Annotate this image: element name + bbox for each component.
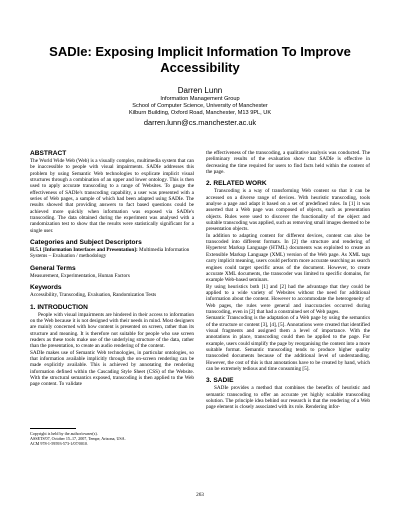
introduction-paragraph: People with visual impairments are hindered in their access to information on the Web because it is not designed with their needs in mind. Most designers are mainly concerned with how content is presented on screen, rather than its structure and meaning. It is therefore not suitable for people who use screen readers as these tools make use of the underlying structure of the data, rather than the presentation, to create an audio rendering of the content. [30, 311, 194, 350]
copyright-notice [30, 428, 194, 446]
copyright-line: ACM 978-1-59593-573-1/07/0010. [30, 441, 88, 446]
introduction-continuation: the effectiveness of the transcoding, a qualitative analysis was conducted. The preliminary results of the evaluation show that SADIe is effective in decreasing the time required for users to find facts held within the content of the page. [206, 150, 370, 176]
right-column [206, 150, 370, 411]
affiliation-line: Kilburn Building, Oxford Road, Manchester, M13 9PL, UK [128, 110, 272, 117]
sadie-paragraph: SADIe provides a method that combines the benefits of heuristic and semantic transcoding to offer an accurate yet highly scalable transcoding solution. The principle idea behind our research is that the rendering of a Web page element is closely associated with its role. Rendering infor- [206, 385, 370, 411]
categories-heading: Categories and Subject Descriptors [30, 239, 142, 247]
related-work-paragraph: Transcoding is a way of transforming Web content so that it can be accessed on a diverse range of devices. With heuristic transcoding, tools analyse a page and adapt it based on a set of predefined rules. In [1] it was asserted that a Web page was composed of objects, such as presentation objects. Rules were used to discover the functionality of the object and suitable transcoding was applied, such as removing small images deemed to be presentation objects. [206, 188, 370, 233]
affiliation-line: Information Management Group [160, 96, 240, 102]
author-block [50, 86, 350, 127]
related-work-heading: 2. RELATED WORK [206, 180, 267, 188]
categories-text [30, 247, 194, 260]
introduction-heading: 1. INTRODUCTION [30, 303, 88, 311]
related-work-paragraph: Semantic Transcoding is the adaptation of a Web page by using the semantics of the structure or content [3], [4], [5]. Annotations were created that identified visual fragments and assigned them a level of importance. With the annotations in place, transcoding could then be applied to the page. For example, users could simplify the page by reorganising the content into a more suitable format. Semantic transcoding tends to produce higher quality transcoded documents because of the additional level of understanding. However, the cost of this is that annotations have to be created by hand, which can be extremely tedious and time consuming [5]. [206, 315, 370, 372]
keywords-text: Accessibility, Transcoding, Evaluation, Randomization Tests [30, 292, 157, 299]
related-work-paragraph: In addition to adapting content for different devices, content can also be transcoded into different formats. In [2] the structure and rendering of Hypertext Markup Language (HTML) documents was exploited to create an Extensible Markup Language (XML) version of the Web page. As XML tags carry implicit meaning, users could perform more accurate searching as search engines could target specific areas of the document. However, to create accurate XML documents, the transcoder was limited to specific domains, for example Web-based seminars. [206, 232, 370, 284]
page-number: 263 [196, 492, 204, 498]
abstract-text: The World Wide Web (Web) is a visually complex, multimedia system that can be inaccessible to people with visual impairments. SADIe addresses this problem by using Semantic Web technologies to explicate implicit visual structures through a combination of an upper and lower ontology. This is then used to apply accurate transcoding to a range of Websites. To gauge the effectiveness of SADIe's transcoding capability, a user was presented with a series of Web pages, a sample of which had been adapted using SADIe. The results showed that providing answers to fact based questions could be achieved more quickly when information was exposed via SADIe's transcoding. The data obtained during the experiment was analysed with a randomization test to show that the results were statistically significant for a single user. [30, 158, 194, 234]
abstract-heading: ABSTRACT [30, 150, 67, 157]
author-email[interactable]: darren.lunn@cs.manchester.ac.uk [143, 117, 257, 127]
introduction-paragraph: SADIe makes use of Semantic Web technologies, in particular ontologies, so that information available implicitly through the on-screen rendering can be made explicitly available. This is achieved by annotating the rendering information defined within the Cascading Style Sheet (CSS) of the Website. With the structural semantics exposed, transcoding is then applied to the Web page content. To validate [30, 349, 194, 388]
keywords-heading: Keywords [30, 284, 62, 292]
copyright-line: ASSETS'07, October 15–17, 2007, Tempe, Arizona, USA. [30, 436, 126, 441]
copyright-line: Copyright is held by the author/owner(s). [30, 431, 98, 436]
sadie-heading: 3. SADIE [206, 377, 234, 385]
categories-code: H.5.1 [Information Interfaces and Presentation]: [30, 247, 138, 254]
footnote-rule [30, 428, 76, 429]
left-column [30, 150, 194, 388]
paper-title: SADIe: Exposing Implicit Information To Improve Accessibility [49, 44, 351, 75]
affiliation-line: School of Computer Science, University of Manchester [132, 103, 268, 110]
general-terms-text: Measurement, Experimentation, Human Factors [30, 272, 130, 279]
author-name: Darren Lunn [177, 86, 223, 95]
general-terms-heading: General Terms [30, 264, 76, 272]
categories-description: Multimedia Information Systems – Evaluation / methodology [30, 247, 190, 260]
related-work-paragraph: By using heuristics both [1] and [2] had the advantage that they could be applied to a wide variety of Websites without the need for additional information about the content. However to accommodate the heterogeneity of Web pages, the rules were general and inaccuracies occurred during transcoding, even in [2] that had a constrained set of Web pages. [206, 283, 370, 315]
